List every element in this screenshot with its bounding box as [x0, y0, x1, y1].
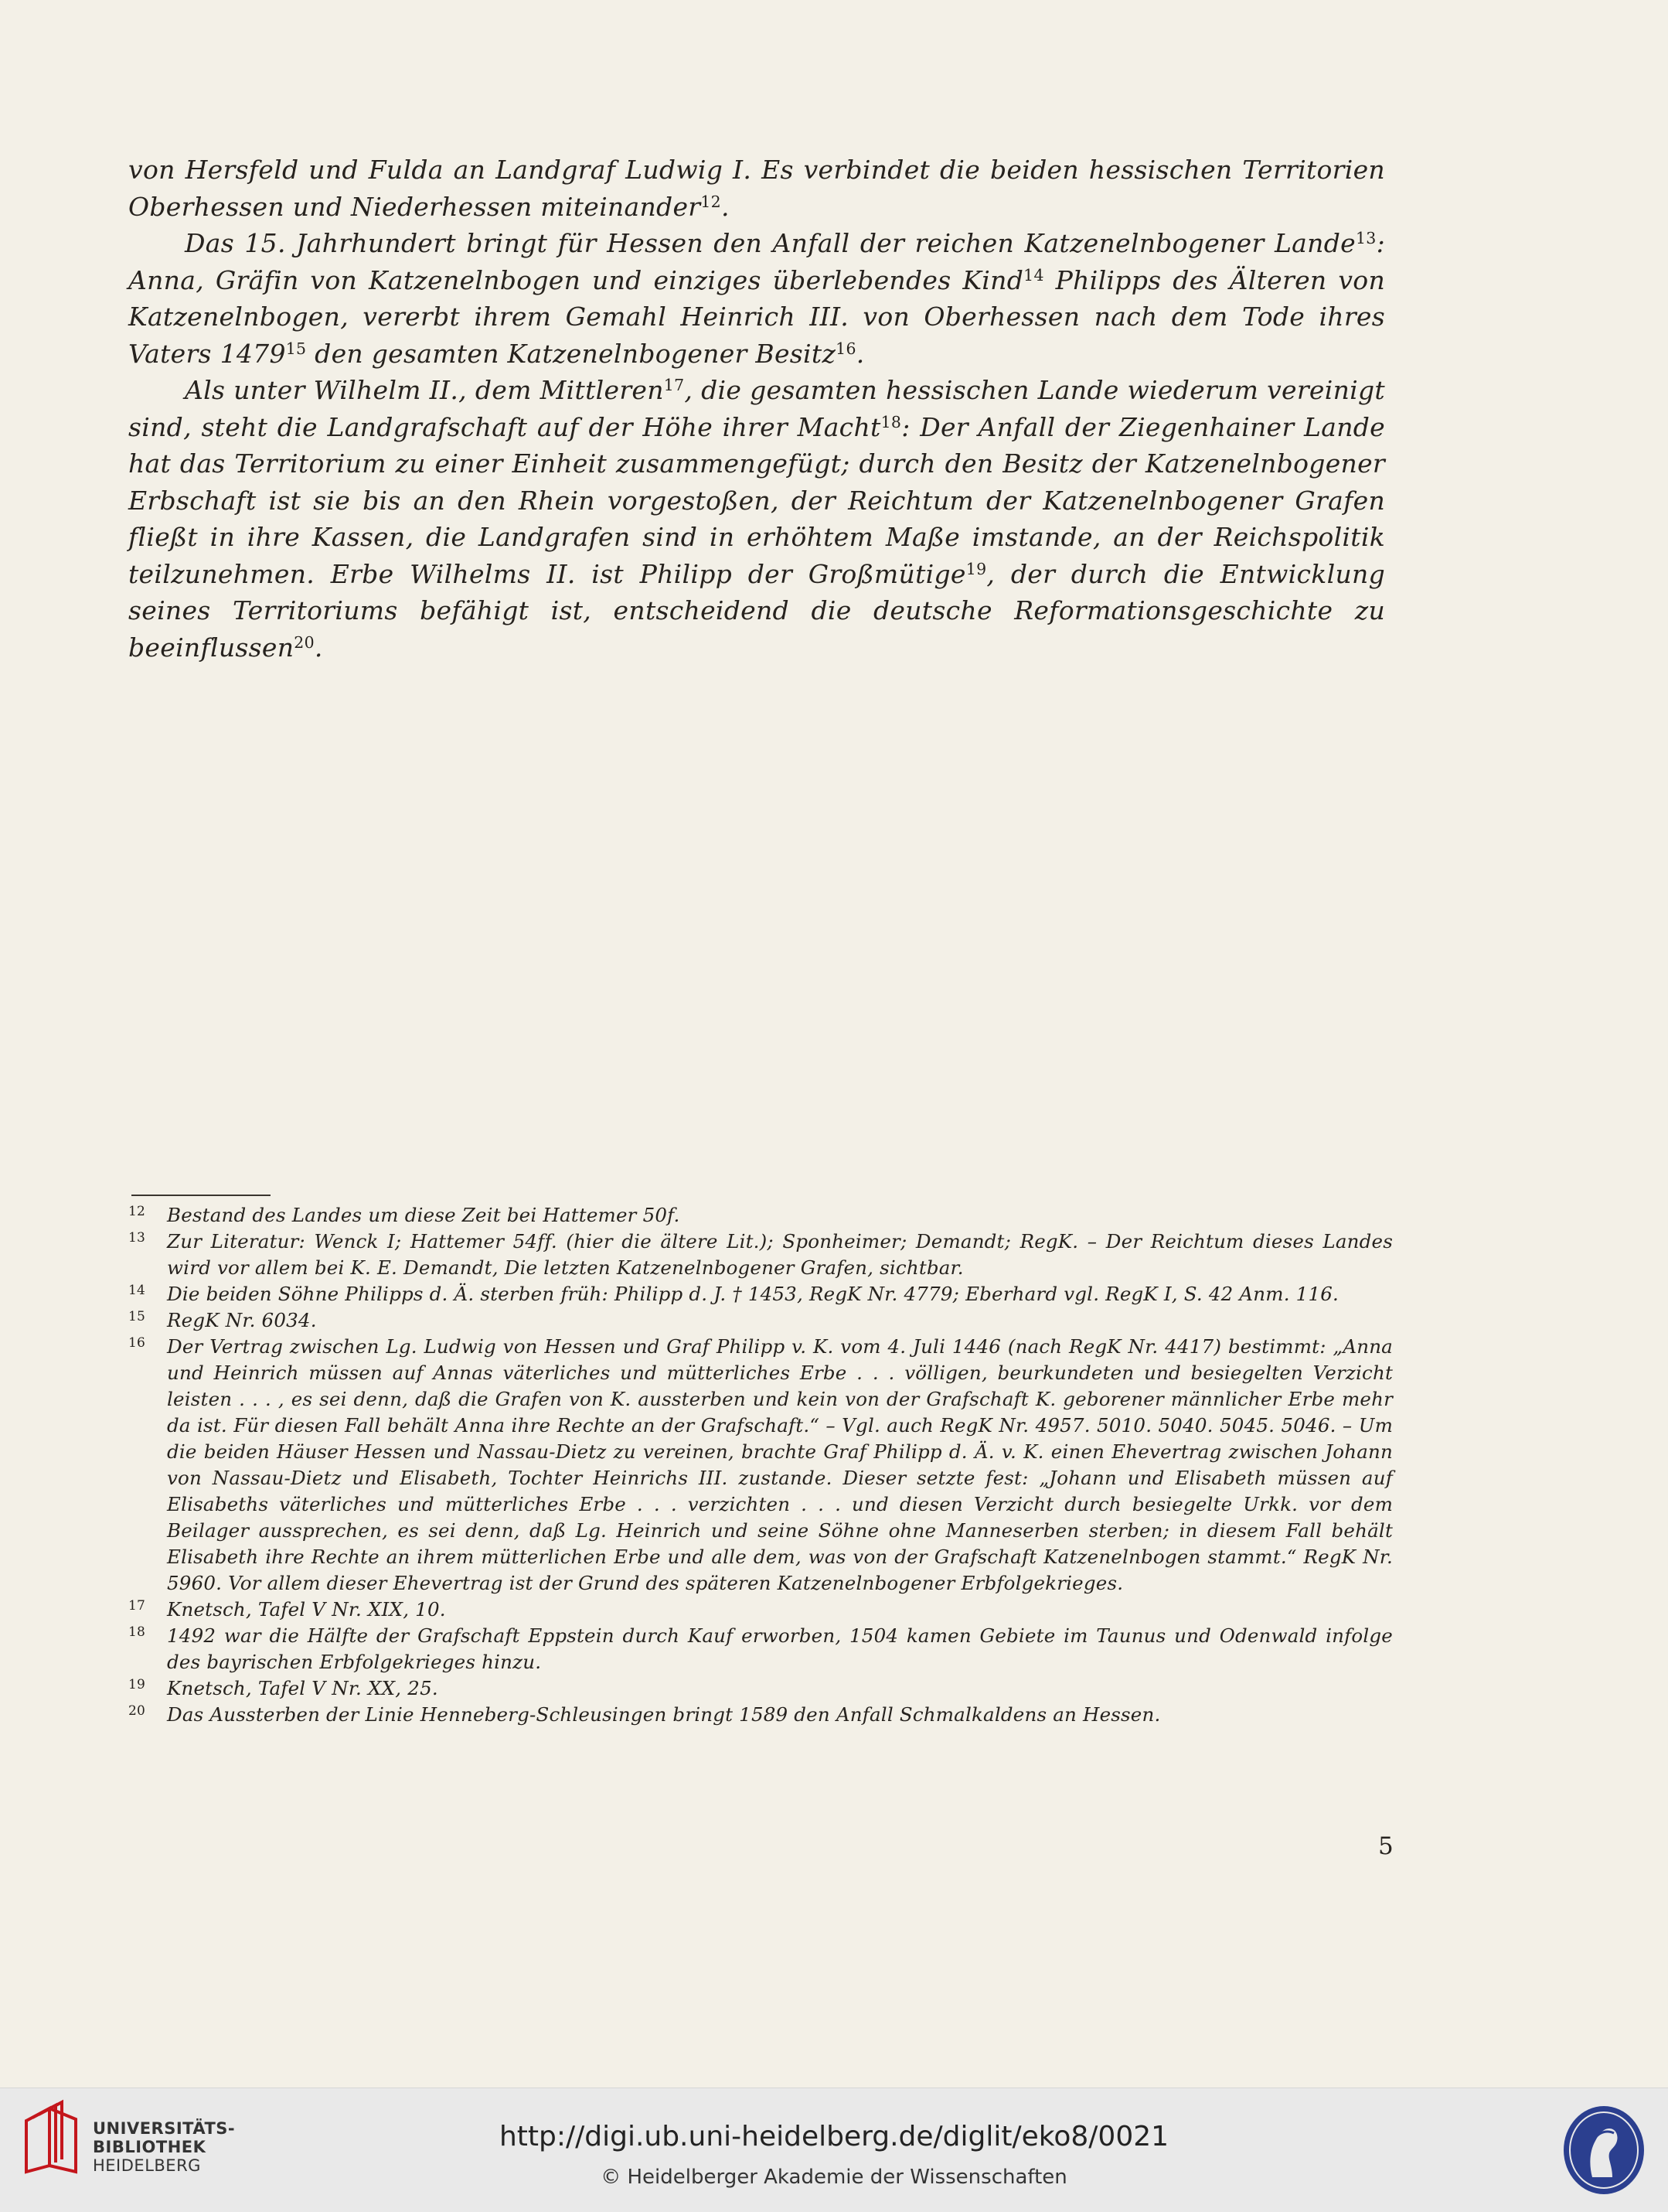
- footnote-ref[interactable]: 16: [836, 339, 856, 358]
- footnote-number: 19: [128, 1677, 146, 1692]
- paragraph-text: : Der Anfall der Ziegenhainer Lande hat das Territorium zu einer Einheit zusammengefügt; durch den Besitz der Katzenelnbogener Erbschaft ist sie bis an den Rhein vorgestoßen, der Reichtum der Katzenelnbogener Grafen fließt in ihre Kassen, die Landgrafen sind in erhöhtem Maße imstande, an der Reichspolitik teilzunehmen. Erbe Wilhelms II. ist Philipp der Großmütige: [128, 411, 1385, 589]
- paragraph-text: .: [720, 191, 730, 222]
- permalink-url[interactable]: http://digi.ub.uni-heidelberg.de/diglit/eko8/0021: [499, 2121, 1169, 2152]
- copyright-notice: © Heidelberger Akademie der Wissenschaften: [601, 2166, 1067, 2189]
- footnote-ref[interactable]: 13: [1355, 228, 1377, 247]
- paragraph-text: von Hersfeld und Fulda an Landgraf Ludwig I. Es verbindet die beiden hessischen Territorien Oberhessen und Niederhessen miteinander: [128, 155, 1385, 222]
- footnote-ref[interactable]: 15: [285, 339, 307, 358]
- paragraph-text: : Anna, Gräfin von Katzenelnbogen und einziges überlebendes Kind: [128, 228, 1385, 295]
- footnotes: [128, 1202, 1393, 1728]
- footnote-number: 15: [128, 1309, 146, 1324]
- footnote-text: Das Aussterben der Linie Henneberg-Schleusingen bringt 1589 den Anfall Schmalkaldens an Hessen.: [167, 1703, 1161, 1726]
- footnote-text: Bestand des Landes um diese Zeit bei Hattemer 50f.: [167, 1204, 680, 1226]
- footnote-number: 17: [128, 1598, 146, 1614]
- library-name-line: HEIDELBERG: [93, 2156, 201, 2175]
- footnote-ref[interactable]: 17: [663, 375, 685, 394]
- paragraph-text: , die gesamten hessischen Lande wiederum vereinigt sind, steht die Landgrafschaft auf der Höhe ihrer Macht: [128, 375, 1385, 442]
- footnote: [128, 1202, 1393, 1229]
- paragraph-text: den gesamten Katzenelnbogener Besitz: [306, 338, 836, 369]
- paragraph-text: , der durch die Entwicklung seines Territoriums befähigt ist, entscheidend die deutsche Reformationsgeschichte zu beeinflussen: [128, 558, 1385, 663]
- footnote: [128, 1675, 1393, 1702]
- footnote-text: Der Vertrag zwischen Lg. Ludwig von Hessen und Graf Philipp v. K. vom 4. Juli 1446 (nach RegK Nr. 4417) bestimmt: „Anna und Heinrich müssen auf Annas väterliches und mütterliches Erbe . . . völligen, beurkundeten und besiegelten Verzicht leisten . . . , es sei denn, daß die Grafen von K. aussterben und kein von der Grafschaft K. geborener männlicher Erbe mehr da ist. Für diesen Fall behält Anna ihre Rechte an der Grafschaft.“ – Vgl. auch RegK Nr. 4957. 5010. 5040. 5045. 5046. – Um die beiden Häuser Hessen und Nassau-Dietz zu vereinen, brachte Graf Philipp d. Ä. v. K. einen Ehevertrag zwischen Johann von Nassau-Dietz und Elisabeth, Tochter Heinrichs III. zustande. Dieser setzte fest: „Johann und Elisabeth müssen auf Elisabeths väterliches und mütterliches Erbe . . . verzichten . . . und diesen Verzicht durch besiegelte Urkk. vor dem Beilager aussprechen, es sei denn, daß Lg. Heinrich und seine Söhne ohne Manneserben sterben; in diesem Fall behält Elisabeth ihre Rechte an ihrem mütterlichen Erbe und alle dem, was von der Grafschaft Katzenelnbogen stammt.“ RegK Nr. 5960. Vor allem dieser Ehevertrag ist der Grund des späteren Katzenelnbogener Erbfolgekrieges.: [167, 1335, 1393, 1594]
- footnote-text: Zur Literatur: Wenck I; Hattemer 54ff. (hier die ältere Lit.); Sponheimer; Demandt; RegK. – Der Reichtum dieses Landes wird vor allem bei K. E. Demandt, Die letzten Katzenelnbogener Grafen, sichtbar.: [167, 1230, 1393, 1279]
- paragraph-text: Als unter Wilhelm II., dem Mittleren: [185, 375, 664, 405]
- footnote-ref[interactable]: 14: [1023, 265, 1044, 285]
- viewer-footer: [0, 2088, 1668, 2212]
- library-name-line: UNIVERSITÄTS-: [93, 2119, 236, 2138]
- footnote-number: 20: [128, 1703, 146, 1719]
- page-number: 5: [1378, 1832, 1394, 1860]
- paragraph-text: Das 15. Jahrhundert bringt für Hessen den Anfall der reichen Katzenelnbogener Lande: [185, 228, 1356, 258]
- footnote: [128, 1597, 1393, 1623]
- paragraph-3: [128, 372, 1385, 666]
- footnote: [128, 1623, 1393, 1675]
- footnote-text: Die beiden Söhne Philipps d. Ä. sterben früh: Philipp d. J. † 1453, RegK Nr. 4779; Eberhard vgl. RegK I, S. 42 Anm. 116.: [167, 1283, 1340, 1305]
- paragraph-2: [128, 225, 1385, 372]
- paragraph-text: .: [314, 632, 323, 663]
- footnote-text: Knetsch, Tafel V Nr. XX, 25.: [167, 1677, 438, 1699]
- footnote-number: 14: [128, 1283, 146, 1298]
- footnote-ref[interactable]: 20: [294, 632, 315, 652]
- footnote: [128, 1334, 1393, 1597]
- academy-seal-icon[interactable]: [1561, 2104, 1646, 2197]
- footnote-divider: [131, 1195, 271, 1196]
- footnote-ref[interactable]: 18: [880, 412, 902, 431]
- footnote: [128, 1702, 1393, 1728]
- paragraph-1: [128, 152, 1385, 225]
- footnote-text: Knetsch, Tafel V Nr. XIX, 10.: [167, 1598, 446, 1621]
- footnote-ref[interactable]: 12: [700, 192, 721, 211]
- footnote-number: 18: [128, 1624, 146, 1640]
- footnote-number: 16: [128, 1335, 146, 1351]
- footnote-text: 1492 war die Hälfte der Grafschaft Eppstein durch Kauf erworben, 1504 kamen Gebiete im Taunus und Odenwald infolge des bayrischen Erbfolgekrieges hinzu.: [167, 1624, 1393, 1673]
- footnote-number: 12: [128, 1204, 146, 1219]
- footnote: [128, 1229, 1393, 1281]
- footnote: [128, 1281, 1393, 1307]
- library-name-line: BIBLIOTHEK: [93, 2138, 206, 2156]
- footnote: [128, 1307, 1393, 1334]
- main-text: [128, 152, 1385, 666]
- footnote-number: 13: [128, 1230, 146, 1246]
- paragraph-text: .: [856, 338, 865, 369]
- paragraph-text: Philipps des Älteren von Katzenelnbogen, vererbt ihrem Gemahl Heinrich III. von Oberhessen nach dem Tode ihres Vaters 1479: [128, 264, 1386, 369]
- footnote-ref[interactable]: 19: [965, 559, 987, 578]
- footnote-text: RegK Nr. 6034.: [167, 1309, 317, 1331]
